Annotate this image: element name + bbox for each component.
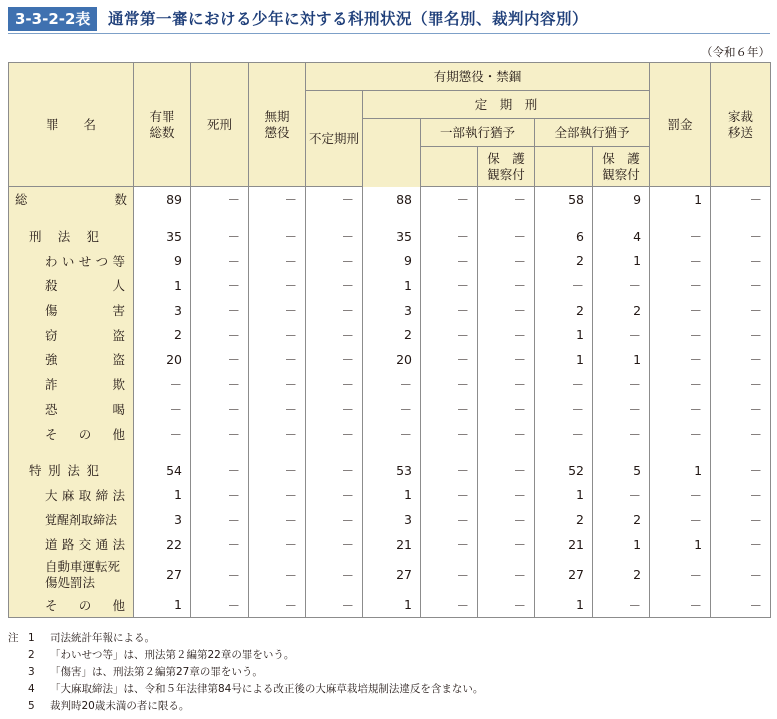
cell-value: 2 — [593, 507, 650, 532]
footnote-number: 3 — [28, 666, 35, 678]
cell-value: － — [421, 248, 478, 273]
cell-value: 20 — [134, 347, 191, 372]
page-title: 通常第一審における少年に対する科刑状況（罪名別、裁判内容別） — [108, 10, 589, 28]
header-death: 死刑 — [191, 63, 249, 187]
cell-value: 1 — [593, 347, 650, 372]
cell-value: 2 — [535, 298, 593, 323]
header-full-blank — [535, 147, 593, 187]
cell-value: － — [593, 273, 650, 298]
footnote-label — [8, 698, 28, 715]
table-row — [9, 224, 771, 249]
cell-value: 21 — [363, 532, 421, 557]
header-crime: 罪 名 — [9, 63, 134, 187]
cell-value: － — [711, 397, 771, 422]
row-crime-name: わいせつ等 — [9, 248, 134, 273]
cell-value: 4 — [593, 224, 650, 249]
cell-value: 2 — [363, 322, 421, 347]
cell-value: 9 — [363, 248, 421, 273]
cell-value: － — [593, 397, 650, 422]
row-crime-name: 特別法犯 — [9, 458, 134, 483]
cell-value: － — [711, 347, 771, 372]
footnote — [8, 681, 483, 698]
row-crime-name: 総 数 — [9, 187, 134, 212]
cell-value: － — [306, 421, 363, 446]
footnote-label: 注 — [8, 632, 19, 644]
cell-value: 53 — [363, 458, 421, 483]
table-row — [9, 507, 771, 532]
cell-value: － — [249, 557, 306, 593]
cell-value: － — [249, 483, 306, 508]
row-crime-name: 傷害 — [9, 298, 134, 323]
cell-value: － — [421, 298, 478, 323]
cell-value: － — [478, 347, 535, 372]
row-crime-name: 恐喝 — [9, 397, 134, 422]
cell-value: 1 — [650, 532, 711, 557]
cell-value: － — [421, 507, 478, 532]
cell-value: － — [249, 273, 306, 298]
cell-value: － — [191, 458, 249, 483]
cell-value: 2 — [535, 507, 593, 532]
cell-value: 1 — [363, 593, 421, 618]
cell-value: － — [306, 532, 363, 557]
table-row — [9, 458, 771, 483]
cell-value: － — [421, 421, 478, 446]
cell-value: － — [711, 421, 771, 446]
cell-value: － — [478, 224, 535, 249]
header-total-guilty: 有罪総数 — [134, 63, 191, 187]
cell-value: － — [593, 372, 650, 397]
cell-value: － — [711, 593, 771, 618]
cell-value: － — [478, 248, 535, 273]
cell-value: － — [650, 483, 711, 508]
cell-value: 2 — [134, 322, 191, 347]
cell-value: － — [249, 372, 306, 397]
cell-value: － — [593, 421, 650, 446]
cell-value: 1 — [650, 458, 711, 483]
cell-value: － — [306, 298, 363, 323]
cell-value: － — [421, 347, 478, 372]
footnote-number: 1 — [28, 632, 35, 644]
cell-value: 35 — [134, 224, 191, 249]
spacer-row — [9, 212, 771, 224]
cell-value: － — [191, 557, 249, 593]
cell-value: 3 — [134, 298, 191, 323]
cell-value: 21 — [535, 532, 593, 557]
cell-value: － — [191, 322, 249, 347]
cell-value: － — [191, 483, 249, 508]
cell-value: － — [593, 593, 650, 618]
cell-value: 1 — [535, 593, 593, 618]
header-fixed-group: 有期懲役・禁錮 — [306, 63, 650, 91]
cell-value: 9 — [593, 187, 650, 212]
cell-value: － — [249, 532, 306, 557]
table-row — [9, 322, 771, 347]
cell-value: － — [249, 421, 306, 446]
cell-value: － — [711, 248, 771, 273]
cell-value: － — [191, 507, 249, 532]
footnote-text: 「傷害」は、刑法第２編第27章の罪をいう。 — [50, 666, 263, 678]
cell-value: － — [650, 397, 711, 422]
cell-value: － — [306, 187, 363, 212]
cell-value: － — [421, 372, 478, 397]
table-row — [9, 397, 771, 422]
cell-value: － — [421, 458, 478, 483]
cell-value: － — [478, 372, 535, 397]
era-label: （令和６年） — [701, 45, 770, 59]
cell-value: － — [306, 593, 363, 618]
cell-value: － — [306, 347, 363, 372]
header-det-blank — [363, 119, 421, 187]
cell-value: － — [249, 593, 306, 618]
cell-value: － — [306, 224, 363, 249]
footnote — [8, 647, 483, 664]
sentencing-table — [8, 62, 771, 618]
cell-value: － — [478, 532, 535, 557]
cell-value: － — [421, 224, 478, 249]
row-crime-name: その他 — [9, 593, 134, 618]
header-determinate: 定 期 刑 — [363, 91, 650, 119]
footnote-number: 2 — [28, 649, 35, 661]
cell-value: － — [711, 187, 771, 212]
cell-value: － — [306, 273, 363, 298]
cell-value: － — [711, 532, 771, 557]
cell-value: － — [191, 372, 249, 397]
cell-value: － — [535, 397, 593, 422]
title-bar — [8, 7, 770, 34]
cell-value: 6 — [535, 224, 593, 249]
table-row — [9, 298, 771, 323]
cell-value: 9 — [134, 248, 191, 273]
footnote — [8, 664, 483, 681]
cell-value: － — [478, 187, 535, 212]
cell-value: － — [191, 298, 249, 323]
cell-value: 1 — [363, 273, 421, 298]
footnote-text: 「わいせつ等」は、刑法第２編第22章の罪をいう。 — [50, 649, 295, 661]
cell-value: － — [306, 322, 363, 347]
table-row — [9, 421, 771, 446]
cell-value: － — [650, 322, 711, 347]
cell-value: － — [650, 557, 711, 593]
cell-value: － — [650, 298, 711, 323]
cell-value: 52 — [535, 458, 593, 483]
cell-value: 22 — [134, 532, 191, 557]
cell-value: － — [478, 273, 535, 298]
cell-value: － — [421, 187, 478, 212]
cell-value: － — [191, 397, 249, 422]
cell-value: 1 — [134, 273, 191, 298]
header-life: 無期懲役 — [249, 63, 306, 187]
cell-value: － — [650, 347, 711, 372]
footnote-number: 4 — [28, 683, 35, 695]
cell-value: － — [191, 248, 249, 273]
table-row — [9, 248, 771, 273]
row-crime-name: 大麻取締法 — [9, 483, 134, 508]
header-partial-blank — [421, 147, 478, 187]
cell-value: － — [306, 248, 363, 273]
cell-value: － — [711, 273, 771, 298]
cell-value: 88 — [363, 187, 421, 212]
cell-value: － — [191, 532, 249, 557]
cell-value: 5 — [593, 458, 650, 483]
table-row — [9, 532, 771, 557]
cell-value: － — [535, 372, 593, 397]
cell-value: － — [478, 593, 535, 618]
cell-value: 27 — [134, 557, 191, 593]
cell-value: 1 — [134, 593, 191, 618]
footnote-label — [8, 664, 28, 681]
table-number-tag: 3-3-2-2表 — [8, 7, 97, 31]
cell-value: 1 — [363, 483, 421, 508]
cell-value: － — [306, 507, 363, 532]
cell-value: － — [593, 483, 650, 508]
cell-value: － — [306, 372, 363, 397]
header-partial: 一部執行猶予 — [421, 119, 535, 147]
cell-value: － — [711, 322, 771, 347]
footnote-number: 5 — [28, 700, 35, 712]
cell-value: 27 — [363, 557, 421, 593]
cell-value: － — [249, 322, 306, 347]
cell-value: － — [421, 273, 478, 298]
footnote-text: 裁判時20歳未満の者に限る。 — [50, 700, 190, 712]
cell-value: － — [191, 593, 249, 618]
cell-value: － — [249, 397, 306, 422]
header-full: 全部執行猶予 — [535, 119, 650, 147]
cell-value: － — [478, 483, 535, 508]
cell-value: － — [306, 458, 363, 483]
row-crime-name: 殺人 — [9, 273, 134, 298]
cell-value: － — [421, 532, 478, 557]
cell-value: 1 — [535, 322, 593, 347]
row-crime-name: 詐欺 — [9, 372, 134, 397]
cell-value: － — [478, 397, 535, 422]
cell-value: － — [191, 224, 249, 249]
cell-value: － — [711, 458, 771, 483]
cell-value: 89 — [134, 187, 191, 212]
cell-value: － — [134, 421, 191, 446]
cell-value: － — [363, 397, 421, 422]
cell-value: － — [134, 372, 191, 397]
spacer-row — [9, 446, 771, 458]
cell-value: － — [191, 347, 249, 372]
cell-value: － — [249, 187, 306, 212]
cell-value: 1 — [134, 483, 191, 508]
footnote-label — [8, 681, 28, 698]
footnote — [8, 630, 483, 647]
cell-value: 1 — [593, 248, 650, 273]
table-row — [9, 593, 771, 618]
cell-value: － — [478, 507, 535, 532]
cell-value: － — [421, 593, 478, 618]
cell-value: － — [478, 557, 535, 593]
cell-value: － — [306, 557, 363, 593]
header-full-probation: 保 護観察付 — [593, 147, 650, 187]
cell-value: － — [535, 273, 593, 298]
cell-value: 2 — [535, 248, 593, 273]
cell-value: － — [650, 372, 711, 397]
cell-value: 35 — [363, 224, 421, 249]
cell-value: 3 — [363, 298, 421, 323]
cell-value: － — [421, 397, 478, 422]
row-crime-name: 強盗 — [9, 347, 134, 372]
cell-value: － — [650, 507, 711, 532]
footnote — [8, 698, 483, 715]
cell-value: － — [191, 421, 249, 446]
row-crime-name: 刑法犯 — [9, 224, 134, 249]
cell-value: － — [134, 397, 191, 422]
cell-value: － — [191, 187, 249, 212]
cell-value: － — [711, 224, 771, 249]
row-crime-name: 道路交通法 — [9, 532, 134, 557]
cell-value: － — [650, 421, 711, 446]
cell-value: － — [191, 273, 249, 298]
table-row — [9, 347, 771, 372]
cell-value: － — [249, 298, 306, 323]
cell-value: 1 — [535, 347, 593, 372]
cell-value: － — [421, 322, 478, 347]
cell-value: 3 — [363, 507, 421, 532]
cell-value: － — [249, 248, 306, 273]
cell-value: 58 — [535, 187, 593, 212]
cell-value: － — [593, 322, 650, 347]
cell-value: 1 — [593, 532, 650, 557]
cell-value: 27 — [535, 557, 593, 593]
cell-value: 54 — [134, 458, 191, 483]
row-crime-name: 窃盗 — [9, 322, 134, 347]
cell-value: － — [249, 347, 306, 372]
cell-value: 1 — [535, 483, 593, 508]
table-row — [9, 483, 771, 508]
table-row — [9, 187, 771, 212]
cell-value: － — [306, 483, 363, 508]
cell-value: － — [711, 372, 771, 397]
row-crime-name: 自動車運転死傷処罰法 — [9, 557, 134, 593]
cell-value: － — [249, 458, 306, 483]
cell-value: － — [478, 421, 535, 446]
table-row — [9, 557, 771, 593]
cell-value: － — [650, 224, 711, 249]
row-crime-name: 覚醒剤取締法 — [9, 507, 134, 532]
cell-value: － — [249, 507, 306, 532]
cell-value: 2 — [593, 298, 650, 323]
cell-value: － — [363, 372, 421, 397]
row-crime-name: その他 — [9, 421, 134, 446]
header-fine: 罰金 — [650, 63, 711, 187]
cell-value: － — [711, 483, 771, 508]
cell-value: 2 — [593, 557, 650, 593]
cell-value: － — [711, 298, 771, 323]
cell-value: － — [650, 273, 711, 298]
cell-value: 1 — [650, 187, 711, 212]
header-indeterminate: 不定期刑 — [306, 91, 363, 187]
cell-value: － — [478, 322, 535, 347]
cell-value: － — [535, 421, 593, 446]
footnote-text: 司法統計年報による。 — [50, 632, 155, 644]
cell-value: － — [478, 298, 535, 323]
header-partial-probation: 保 護観察付 — [478, 147, 535, 187]
cell-value: － — [650, 248, 711, 273]
footnote-text: 「大麻取締法」は、令和５年法律第84号による改正後の大麻草栽培規制法違反を含まない。 — [50, 683, 484, 695]
cell-value: － — [249, 224, 306, 249]
table-body — [9, 187, 771, 618]
cell-value: － — [306, 397, 363, 422]
footnotes — [8, 630, 483, 715]
cell-value: 20 — [363, 347, 421, 372]
cell-value: － — [421, 557, 478, 593]
cell-value: － — [363, 421, 421, 446]
cell-value: 3 — [134, 507, 191, 532]
cell-value: － — [711, 507, 771, 532]
header-family: 家裁移送 — [711, 63, 771, 187]
footnote-label — [8, 647, 28, 664]
cell-value: － — [650, 593, 711, 618]
cell-value: － — [421, 483, 478, 508]
table-row — [9, 372, 771, 397]
cell-value: － — [711, 557, 771, 593]
cell-value: － — [478, 458, 535, 483]
table-row — [9, 273, 771, 298]
